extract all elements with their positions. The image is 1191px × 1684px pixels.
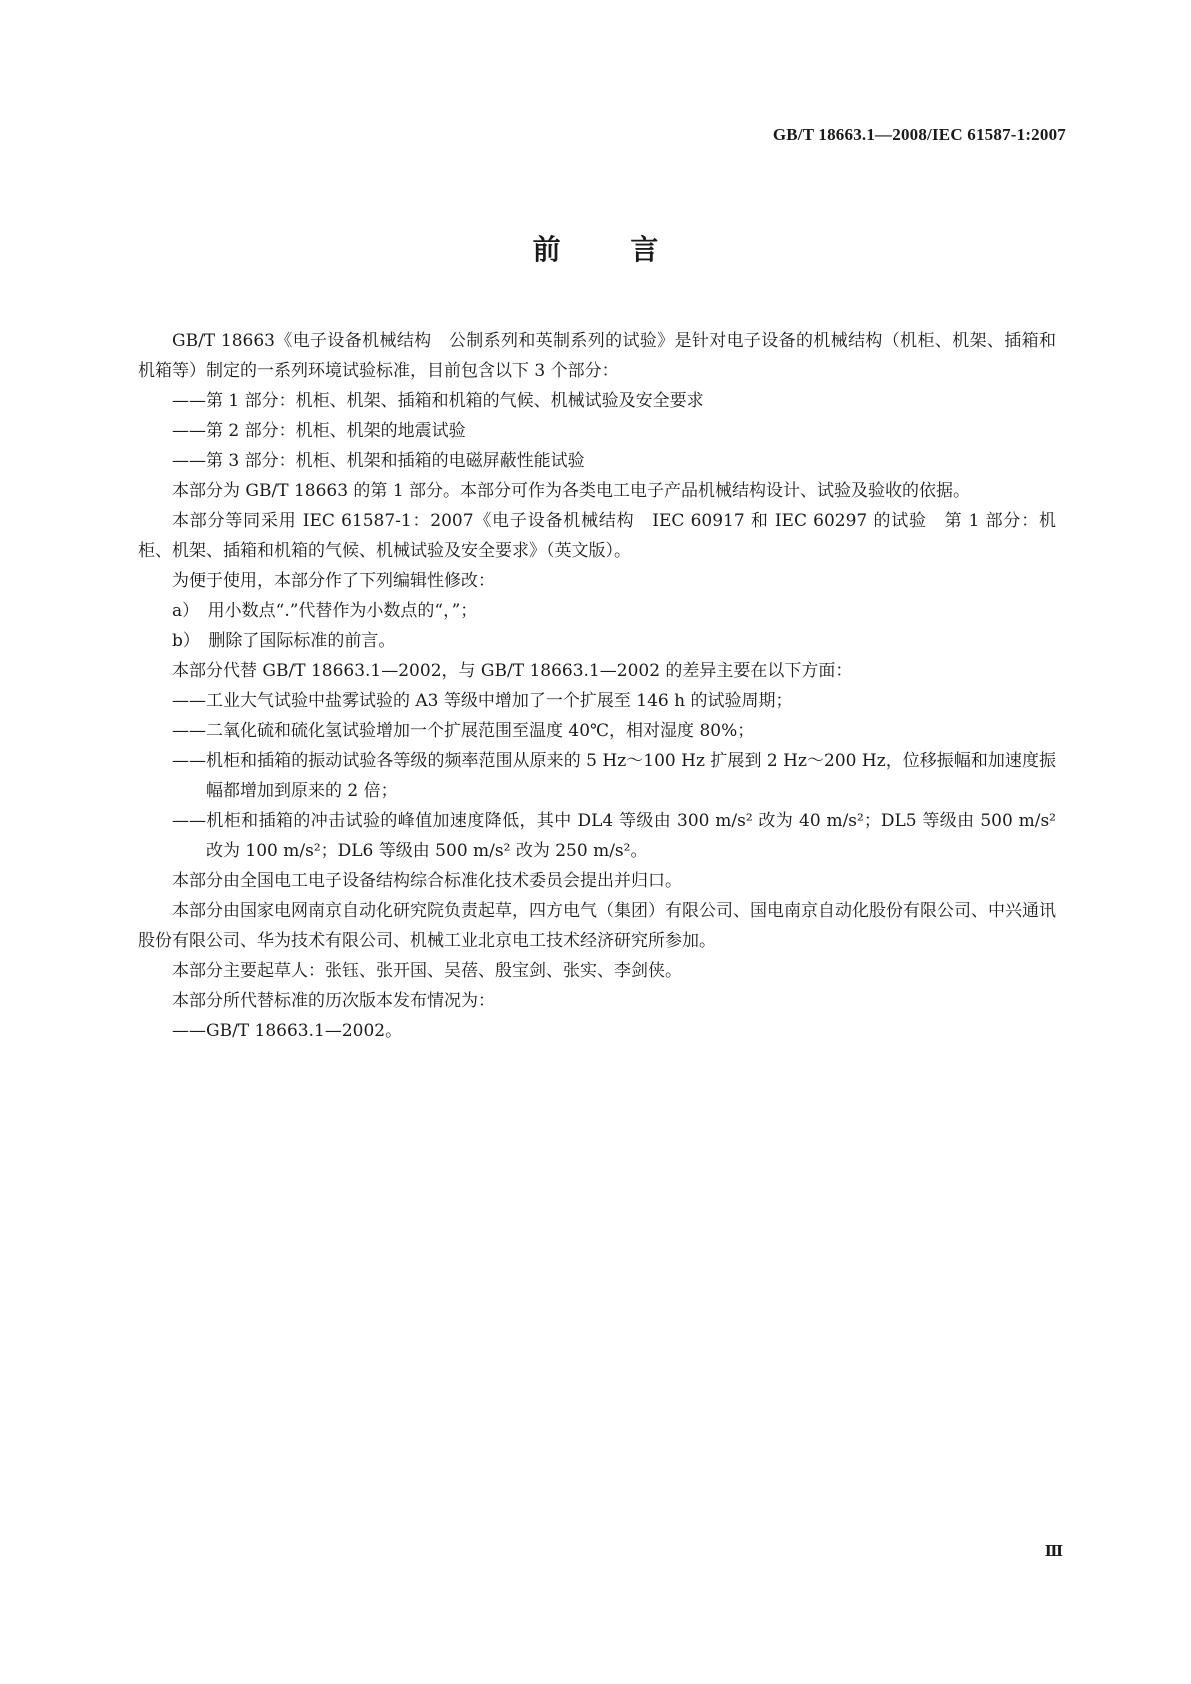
history-intro-paragraph: 本部分所代替标准的历次版本发布情况为：	[172, 991, 495, 1011]
foreword-body	[138, 326, 1056, 1046]
adoption-paragraph: 本部分等同采用 IEC 61587-1：2007《电子设备机械结构 IEC 60917 和 IEC 60297 的试验 第 1 部分：机柜、机架、插箱和机箱的气候、机械试验及安全要求》（英文版）。	[138, 511, 1056, 561]
history-item: ——GB/T 18663.1—2002。	[172, 1021, 403, 1041]
difference-item-2: ——二氧化硫和硫化氢试验增加一个扩展范围至温度 40℃，相对湿度 80%；	[172, 721, 755, 741]
intro-paragraph: GB/T 18663《电子设备机械结构 公制系列和英制系列的试验》是针对电子设备的机械结构（机柜、机架、插箱和机箱等）制定的一系列环境试验标准，目前包含以下 3 个部分：	[138, 331, 1056, 381]
page-title: 前 言	[532, 233, 689, 266]
replacement-paragraph: 本部分代替 GB/T 18663.1—2002，与 GB/T 18663.1—2002 的差异主要在以下方面：	[172, 661, 853, 681]
part-list-item-1: ——第 1 部分：机柜、机架、插箱和机箱的气候、机械试验及安全要求	[172, 391, 704, 411]
edits-intro-paragraph: 为便于使用，本部分作了下列编辑性修改：	[172, 571, 495, 591]
difference-item-4: ——机柜和插箱的冲击试验的峰值加速度降低，其中 DL4 等级由 300 m/s² 改为 40 m/s²；DL5 等级由 500 m/s² 改为 100 m/s²；DL6 等级由 500 m/s² 改为 250 m/s²。	[172, 811, 1056, 861]
edit-item-a: a） 用小数点“.”代替作为小数点的“，”；	[172, 601, 478, 621]
drafters-paragraph: 本部分主要起草人：张钰、张开国、吴蓓、殷宝剑、张实、李剑侠。	[172, 961, 682, 981]
page-number: Ⅲ	[1044, 1544, 1063, 1560]
edit-item-b: b） 删除了国际标准的前言。	[172, 631, 396, 651]
proposer-paragraph: 本部分由全国电工电子设备结构综合标准化技术委员会提出并归口。	[172, 871, 682, 891]
drafting-units-paragraph: 本部分由国家电网南京自动化研究院负责起草，四方电气（集团）有限公司、国电南京自动化股份有限公司、中兴通讯股份有限公司、华为技术有限公司、机械工业北京电工技术经济研究所参加。	[138, 901, 1056, 951]
standard-code-header: GB/T 18663.1—2008/IEC 61587-1:2007	[772, 125, 1066, 144]
difference-item-3: ——机柜和插箱的振动试验各等级的频率范围从原来的 5 Hz～100 Hz 扩展到 2 Hz～200 Hz，位移振幅和加速度振幅都增加到原来的 2 倍；	[172, 751, 1056, 801]
scope-paragraph: 本部分为 GB/T 18663 的第 1 部分。本部分可作为各类电工电子产品机械结构设计、试验及验收的依据。	[172, 481, 971, 501]
part-list-item-2: ——第 2 部分：机柜、机架的地震试验	[172, 421, 466, 441]
difference-item-1: ——工业大气试验中盐雾试验的 A3 等级中增加了一个扩展至 146 h 的试验周期；	[172, 691, 793, 711]
part-list-item-3: ——第 3 部分：机柜、机架和插箱的电磁屏蔽性能试验	[172, 451, 585, 471]
